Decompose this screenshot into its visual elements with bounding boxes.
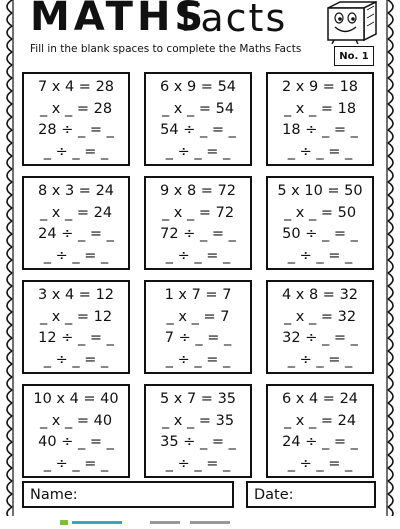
fact-line: _ x _ = 50 — [283, 204, 357, 221]
fact-line: _ x _ = 18 — [283, 100, 357, 117]
fact-line: _ x _ = 24 — [283, 412, 357, 429]
fact-line: _ ÷ _ = _ — [287, 455, 353, 472]
fact-line: _ x _ = 32 — [283, 308, 357, 325]
fact-line: 3 x 4 = 12 — [37, 287, 115, 303]
fact-line: 7 x 4 = 28 — [37, 79, 115, 95]
fact-line: 35 ÷ _ = _ — [160, 434, 236, 450]
bottom-logo-strip — [50, 510, 270, 516]
fact-line: 32 ÷ _ = _ — [282, 330, 358, 346]
fact-card — [22, 176, 130, 270]
fact-card — [266, 384, 374, 478]
title-facts: Facts — [180, 0, 288, 40]
fact-line: 50 ÷ _ = _ — [282, 226, 358, 242]
fact-line: _ x _ = 28 — [39, 100, 113, 117]
facts-grid — [22, 72, 378, 478]
name-field[interactable] — [22, 481, 234, 508]
fact-line: 24 ÷ _ = _ — [282, 434, 358, 450]
fact-line: 40 ÷ _ = _ — [38, 434, 114, 450]
fact-line: 54 ÷ _ = _ — [160, 122, 236, 138]
fact-line: _ x _ = 12 — [39, 308, 113, 325]
fact-line: 6 x 9 = 54 — [159, 79, 237, 95]
fact-line: 12 ÷ _ = _ — [38, 330, 114, 346]
fact-card — [144, 176, 252, 270]
fact-line: 4 x 8 = 32 — [281, 287, 359, 303]
name-label: Name: — [30, 486, 78, 503]
date-label: Date: — [254, 486, 294, 503]
fact-line: _ x _ = 7 — [166, 308, 230, 325]
fact-line: _ ÷ _ = _ — [165, 247, 231, 264]
fact-line: 72 ÷ _ = _ — [160, 226, 236, 242]
fact-line: _ ÷ _ = _ — [43, 143, 109, 160]
fact-line: 18 ÷ _ = _ — [282, 122, 358, 138]
worksheet-header — [22, 0, 322, 42]
scalloped-border-right — [386, 0, 400, 516]
fact-line: _ ÷ _ = _ — [287, 247, 353, 264]
fact-line: _ x _ = 24 — [39, 204, 113, 221]
fact-line: 28 ÷ _ = _ — [38, 122, 114, 138]
instructions-text: Fill in the blank spaces to complete the Maths Facts — [30, 43, 302, 55]
fact-line: 9 x 8 = 72 — [159, 183, 237, 199]
fact-line: _ x _ = 40 — [39, 412, 113, 429]
fact-line: 5 x 7 = 35 — [159, 391, 237, 407]
title-maths: MATHS — [30, 0, 208, 40]
fact-line: 8 x 3 = 24 — [37, 183, 115, 199]
fact-card — [266, 176, 374, 270]
fact-line: 7 ÷ _ = _ — [164, 330, 232, 346]
fact-card — [144, 384, 252, 478]
fact-line: 24 ÷ _ = _ — [38, 226, 114, 242]
smiling-box-mascot-icon — [318, 0, 380, 44]
fact-line: 5 x 10 = 50 — [277, 183, 363, 199]
fact-line: _ ÷ _ = _ — [43, 455, 109, 472]
fact-line: _ ÷ _ = _ — [287, 143, 353, 160]
fact-card — [144, 280, 252, 374]
fact-line: _ ÷ _ = _ — [43, 351, 109, 368]
fact-line: _ x _ = 54 — [161, 100, 235, 117]
fact-line: _ ÷ _ = _ — [165, 143, 231, 160]
scalloped-border-left — [0, 0, 14, 516]
fact-card — [22, 384, 130, 478]
fact-line: _ ÷ _ = _ — [43, 247, 109, 264]
date-field[interactable] — [246, 481, 376, 508]
sheet-number-box: No. 1 — [334, 46, 374, 66]
fact-line: _ ÷ _ = _ — [287, 351, 353, 368]
fact-card — [144, 72, 252, 166]
fact-card — [266, 280, 374, 374]
fact-line: 6 x 4 = 24 — [281, 391, 359, 407]
fact-line: _ ÷ _ = _ — [165, 351, 231, 368]
fact-card — [266, 72, 374, 166]
fact-line: _ x _ = 35 — [161, 412, 235, 429]
fact-line: 2 x 9 = 18 — [281, 79, 359, 95]
fact-line: 1 x 7 = 7 — [164, 287, 232, 303]
fact-line: 10 x 4 = 40 — [33, 391, 119, 407]
fact-card — [22, 72, 130, 166]
fact-line: _ ÷ _ = _ — [165, 455, 231, 472]
fact-card — [22, 280, 130, 374]
fact-line: _ x _ = 72 — [161, 204, 235, 221]
